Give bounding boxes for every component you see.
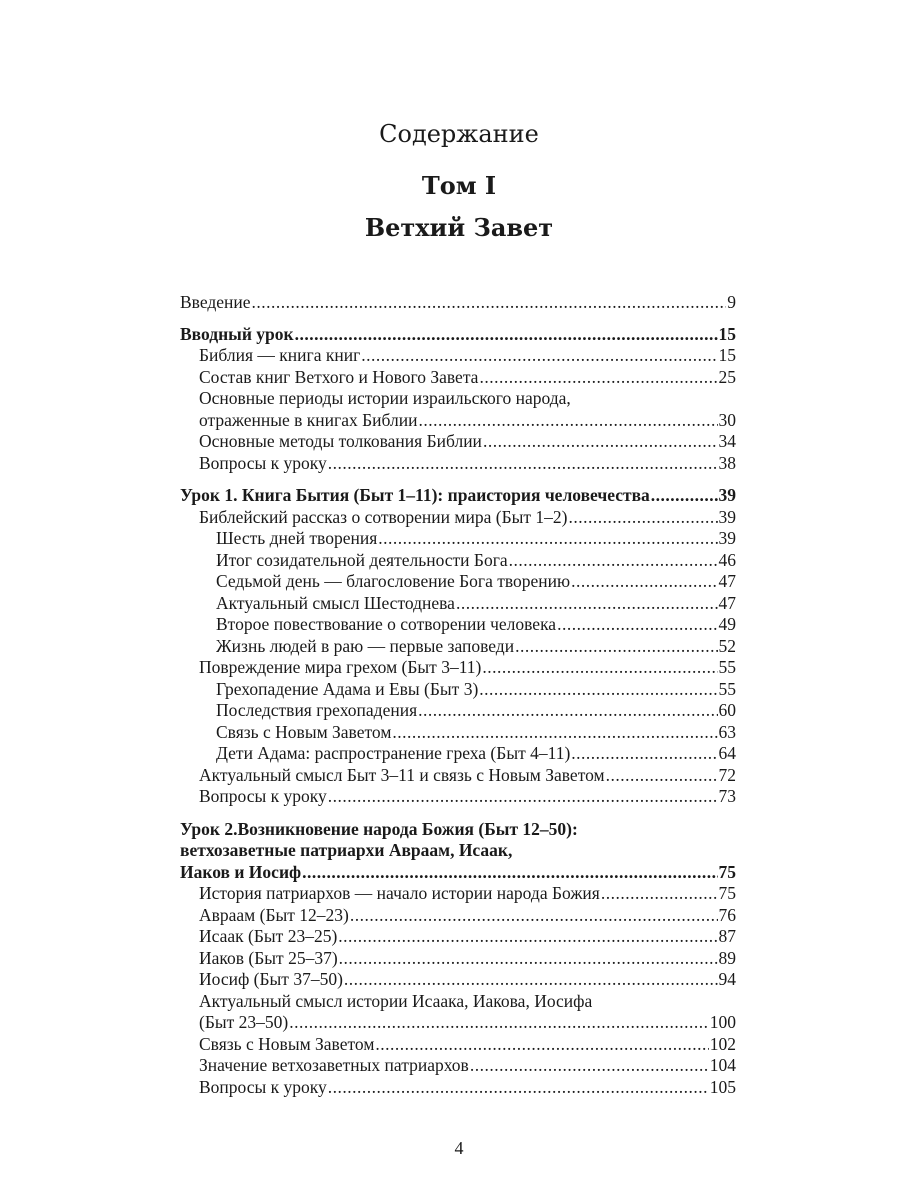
toc-entry-page: 64 [718,743,736,763]
toc-entry-title: Иосиф (Быт 37–50) [199,969,343,989]
toc-entry-page: 15 [718,345,736,365]
toc-entry [180,948,736,970]
toc-entry-page: 25 [718,366,736,387]
toc-entry-page: 72 [718,764,736,785]
toc-entry-title: Дети Адама: распространение греха (Быт 4–11) [216,743,571,763]
leader-dots [606,765,718,787]
leader-dots [482,657,717,679]
toc-entry-page: 89 [718,947,736,968]
toc-entry-title: Состав книг Ветхого и Нового Завета [199,366,479,387]
toc-entry [180,571,736,593]
toc-entry [180,905,736,927]
toc-entry-title: (Быт 23–50) [199,1012,289,1032]
leader-dots [375,1034,708,1056]
table-of-contents [180,292,736,1098]
page-title: Содержание [379,120,539,148]
toc-entry-page: 75 [718,861,736,882]
leader-dots [479,679,717,701]
toc-entry [180,507,736,529]
leader-dots [328,1077,709,1099]
toc-entry-page: 94 [718,969,736,989]
toc-lesson-intro [180,324,736,346]
toc-entry [180,700,736,722]
leader-dots [456,593,718,615]
leader-dots [289,1012,709,1034]
toc-entry-page: 63 [718,721,736,742]
toc-entry-title: Связь с Новым Заветом [199,1033,375,1054]
toc-entry-intro [180,292,736,314]
toc-entry-page: 9 [727,292,736,312]
toc-entry-title: Второе повествование о сотворении человека [216,614,557,634]
toc-entry-page: 60 [718,700,736,720]
toc-entry [180,550,736,572]
leader-dots [392,722,717,744]
toc-lesson-2 [180,862,736,884]
leader-dots [328,453,718,475]
toc-entry [180,1012,736,1034]
toc-entry-page: 39 [718,528,736,548]
toc-entry-page: 87 [718,926,736,946]
toc-entry-page: 75 [718,883,736,903]
toc-entry-title: Библия — книга книг [199,345,361,365]
leader-dots [418,700,717,722]
toc-entry [180,367,736,389]
toc-entry-title: Повреждение мира грехом (Быт 3–11) [199,657,482,677]
toc-entry-title: Иаков и Иосиф [180,861,302,882]
toc-entry-page: 39 [718,485,736,505]
leader-dots [338,926,717,948]
toc-entry-page: 55 [718,657,736,677]
toc-entry-page: 39 [718,506,736,527]
leader-dots [378,528,717,550]
leader-dots [350,905,718,927]
leader-dots [483,431,718,453]
toc-entry-title: Последствия грехопадения [216,700,418,720]
page-number: 4 [454,1138,464,1158]
leader-dots [418,410,717,432]
toc-entry-page: 52 [718,635,736,656]
testament-title: Ветхий Завет [364,213,554,242]
toc-entry-title: Актуальный смысл Быт 3–11 и связь с Новым Заветом [199,764,605,785]
toc-entry [180,345,736,367]
toc-entry-title: Вопросы к уроку [199,452,327,473]
toc-entry-title: Иаков (Быт 25–37) [199,947,338,968]
leader-dots [479,367,717,389]
leader-dots [339,948,718,970]
toc-entry-page: 47 [718,592,736,613]
leader-dots [252,292,727,314]
leader-dots [601,883,718,905]
toc-entry-title: История патриархов — начало истории народа Божия [199,883,600,903]
leader-dots [509,550,718,572]
toc-entry-title: Авраам (Быт 12–23) [199,904,349,925]
toc-entry [180,593,736,615]
toc-lesson-2-title-line: Урок 2.Возникновение народа Божия (Быт 12–50): [180,818,578,839]
toc-entry-title-line: Актуальный смысл истории Исаака, Иакова, Иосифа [199,990,593,1011]
toc-entry-title: Введение [180,292,251,312]
toc-entry-page: 102 [709,1033,736,1054]
toc-entry-title: Урок 1. Книга Бытия (Быт 1–11): праистория человечества [180,485,650,505]
toc-lesson-2-title-line: ветхозаветные патриархи Авраам, Исаак, [180,840,513,860]
toc-entry [180,528,736,550]
toc-entry-page: 55 [718,678,736,699]
toc-entry [180,883,736,905]
toc-entry-title: Вопросы к уроку [199,786,327,806]
toc-entry-page: 104 [709,1055,736,1075]
toc-entry-title: Актуальный смысл Шестоднева [216,592,455,613]
toc-entry [180,657,736,679]
leader-dots [571,571,717,593]
toc-entry-title: Связь с Новым Заветом [216,721,392,742]
toc-entry-page: 30 [718,409,736,430]
toc-entry [180,786,736,808]
toc-entry-title: отраженные в книгах Библии [199,409,418,430]
leader-dots [344,969,718,991]
toc-entry [180,614,736,636]
toc-entry-page: 73 [718,786,736,806]
toc-entry-page: 47 [718,571,736,591]
leader-dots [571,743,717,765]
toc-lesson-1 [180,485,736,507]
toc-entry [180,722,736,744]
volume-title: Том I [421,171,497,200]
toc-entry-page: 34 [718,431,736,451]
toc-entry-page: 105 [709,1076,736,1097]
toc-entry-page: 49 [718,614,736,634]
toc-entry-page: 15 [718,323,736,344]
toc-entry [180,926,736,948]
leader-dots [328,786,718,808]
toc-entry-title: Вопросы к уроку [199,1076,327,1097]
leader-dots [470,1055,709,1077]
leader-dots [515,636,717,658]
toc-entry-title: Итог созидательной деятельности Бога [216,549,508,570]
toc-entry-title: Значение ветхозаветных патриархов [199,1055,469,1075]
toc-entry [180,743,736,765]
toc-entry-title: Седьмой день — благословение Бога творению [216,571,571,591]
leader-dots [361,345,717,367]
toc-entry [180,636,736,658]
toc-entry-page: 100 [709,1012,736,1032]
leader-dots [302,862,717,884]
toc-entry [180,410,736,432]
leader-dots [295,324,718,346]
leader-dots [651,485,718,507]
toc-entry-title: Исаак (Быт 23–25) [199,926,338,946]
toc-entry [180,1077,736,1099]
toc-entry [180,1034,736,1056]
toc-entry [180,969,736,991]
toc-entry-title: Жизнь людей в раю — первые заповеди [216,635,515,656]
toc-entry-page: 46 [718,549,736,570]
toc-entry-title: Основные методы толкования Библии [199,431,482,451]
toc-entry [180,679,736,701]
toc-entry [180,1055,736,1077]
toc-entry-title-line: Основные периоды истории израильского народа, [199,388,571,408]
toc-entry [180,431,736,453]
toc-entry-title: Шесть дней творения [216,528,378,548]
leader-dots [557,614,717,636]
leader-dots [568,507,717,529]
toc-entry [180,765,736,787]
toc-entry-page: 38 [718,452,736,473]
toc-entry-page: 76 [718,904,736,925]
toc-entry-title: Грехопадение Адама и Евы (Быт 3) [216,678,479,699]
toc-entry [180,453,736,475]
toc-entry-title: Вводный урок [180,323,294,344]
toc-entry-title: Библейский рассказ о сотворении мира (Быт 1–2) [199,506,568,527]
